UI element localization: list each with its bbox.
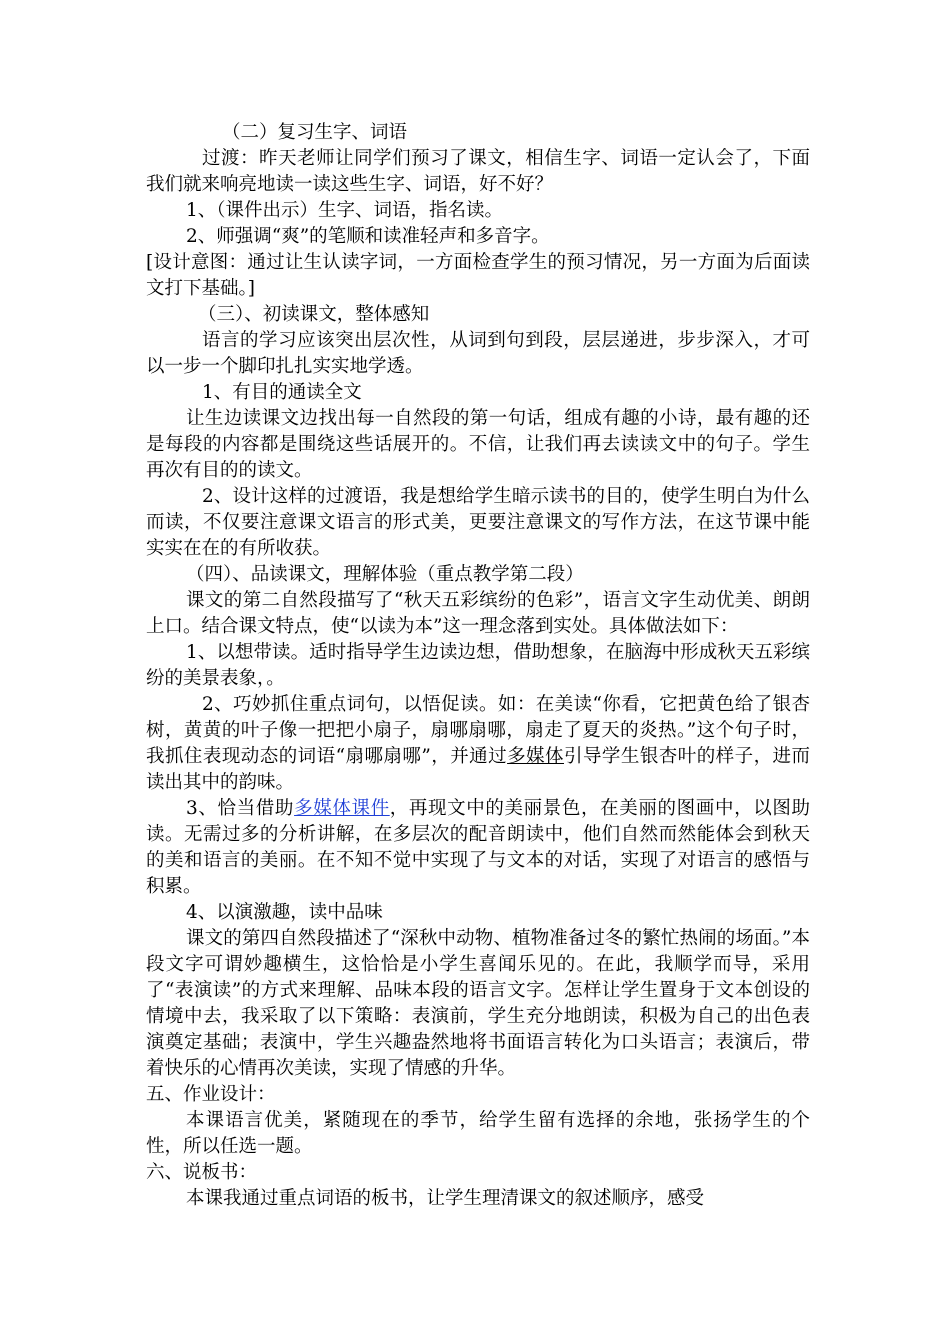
paragraph-second-section: 课文的第二自然段描写了“秋天五彩缤纷的色彩”，语言文字生动优美、朗朗上口。结合课文特点，使“以读为本”这一理念落到实处。具体做法如下： [146,590,810,637]
paragraph-method-4: 4、以演激趣，读中品味 [186,902,383,923]
paragraph-fourth-section: 课文的第四自然段描述了“深秋中动物、植物准备过冬的繁忙热闹的场面。”本段文字可谓妙趣横生，这恰恰是小学生喜闻乐见的。在此，我顺学而导，采用了“表演读”的方式来理解、品味本段的语言文字。怎样让学生置身于文本创设的情境中去，我采取了以下策略：表演前，学生充分地朗读，积极为自己的出色表演奠定基础；表演中，学生兴趣盎然地将书面语言转化为口头语言；表演后，带着快乐的心情再次美读，实现了情感的升华。 [146,928,810,1079]
paragraph-language-layers: 语言的学习应该突出层次性，从词到句到段，层层递进，步步深入，才可以一步一个脚印扎扎实实地学透。 [146,330,810,377]
multimedia-courseware-link[interactable]: 多媒体课件 [294,798,390,819]
method-2-text-a: 2、巧妙抓住重点词句，以悟促读。如：在美读“你看，它把黄色给了银杏树，黄黄的叶子像一把把小扇子，扇哪扇哪，扇走了夏天的炎热。”这个句子时，我抓住表现动态的词语“扇哪扇哪”，并通过 [146,694,810,767]
method-2-text-b: 引导学生银杏叶的样子，进而读出其中的韵味。 [146,746,810,793]
paragraph-method-3 [146,796,810,900]
document-page [146,120,810,1212]
section-heading-first-read: （三）、初读课文，整体感知 [198,304,430,325]
section-heading-deep-read: （四）、品读课文，理解体验（重点教学第二段） [186,564,584,585]
paragraph-design-intent: [设计意图：通过让生认读字词，一方面检查学生的预习情况，另一方面为后面读文打下基础。] [146,252,810,299]
paragraph-method-2 [146,692,810,796]
subheading-purposeful-reading: 1、有目的通读全文 [202,382,362,403]
paragraph-board: 本课我通过重点词语的板书，让学生理清课文的叙述顺序，感受 [186,1188,705,1209]
paragraph-homework: 本课语言优美，紧随现在的季节，给学生留有选择的余地，张扬学生的个性，所以任选一题。 [146,1110,810,1157]
paragraph-read-poem: 让生边读课文边找出每一自然段的第一句话，组成有趣的小诗，最有趣的还是每段的内容都是围绕这些话展开的。不信，让我们再去读读文中的句子。学生再次有目的的读文。 [146,408,810,481]
paragraph-design-transition: 2、设计这样的过渡语，我是想给学生暗示读书的目的，使学生明白为什么而读，不仅要注意课文语言的形式美，更要注意课文的写作方法，在这节课中能实实在在的有所收获。 [146,486,810,559]
multimedia-underlined-term: 多媒体 [507,746,564,767]
paragraph-method-1: 1、以想带读。适时指导学生边读边想，借助想象，在脑海中形成秋天五彩缤纷的美景表象，。 [146,642,810,689]
paragraph-step-2: 2、师强调“爽”的笔顺和读准轻声和多音字。 [186,226,550,247]
method-3-text-a: 3、恰当借助 [186,798,295,819]
section-heading-homework: 五、作业设计： [146,1084,276,1105]
paragraph-step-1: 1、（课件出示）生字、词语，指名读。 [186,200,504,221]
method-3-text-b: ，再现文中的美丽景色，在美丽的图画中，以图助读。无需过多的分析讲解，在多层次的配音朗读中，他们自然而然能体会到秋天的美和语言的美丽。在不知不觉中实现了与文本的对话，实现了对语言的感悟与积累。 [146,798,810,897]
section-heading-board: 六、说板书： [146,1162,258,1183]
section-heading-review: （二）复习生字、词语 [222,122,408,143]
paragraph-transition: 过渡：昨天老师让同学们预习了课文，相信生字、词语一定认会了，下面我们就来响亮地读一读这些生字、词语，好不好？ [146,148,810,195]
